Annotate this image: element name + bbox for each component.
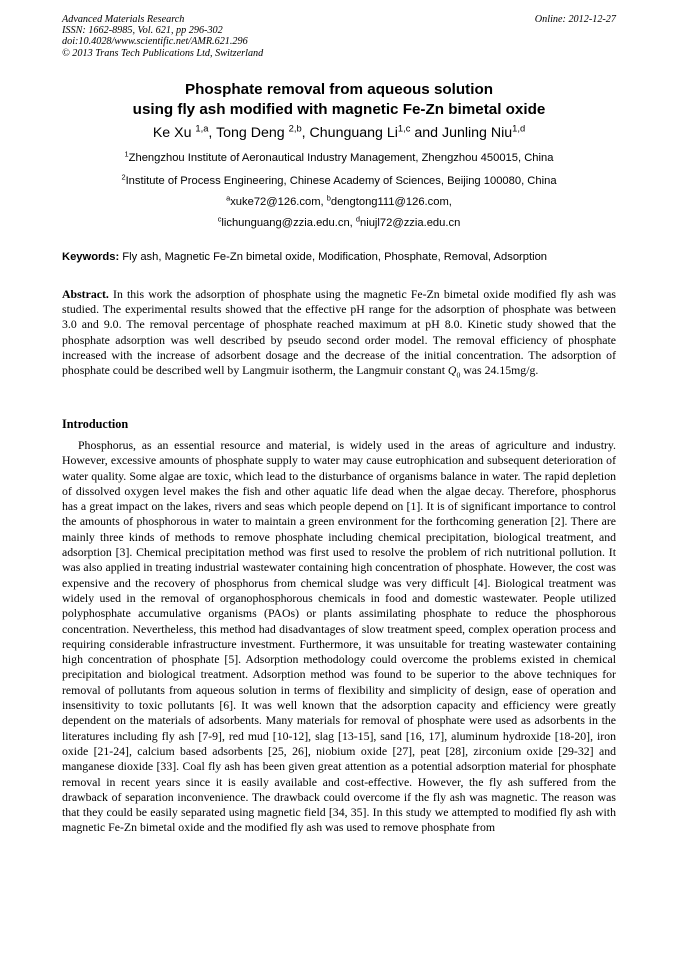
email-line-2 bbox=[40, 216, 638, 230]
author-name: Tong Deng bbox=[216, 125, 289, 141]
affiliation-text: Institute of Process Engineering, Chinese Academy of Sciences, Beijing 100080, China bbox=[125, 175, 557, 187]
abstract-symbol: Q bbox=[447, 363, 457, 378]
journal-name: Advanced Materials Research bbox=[62, 14, 185, 25]
email-address[interactable]: dengtong111@126.com, bbox=[330, 196, 452, 208]
keywords-label: Keywords: bbox=[62, 251, 120, 263]
author-name: Ke Xu bbox=[152, 125, 196, 141]
abstract-label: Abstract. bbox=[62, 287, 109, 301]
introduction-paragraph: Phosphorus, as an essential resource and material, is widely used in the areas of agriculture and industry. However, excessive amounts of phosphate supply to water may cause eutrophication and subsequent deterioration of water quality. Some algae are toxic, which lead to the disturbance of organisms balance in water. The rapid depletion of dissolved oxygen level makes the fish and other aquatic life dead when the algae decay. Therefore, phosphorus has a great impact on the lakes, rivers and seas which people depend on [1]. It is of significant importance to control the amounts of phosphorous in water to maintain a green environment for the forthcoming generation [2]. There are mainly three kinds of methods to remove phosphate including chemical precipitation, biological treatment, and adsorption [3]. Chemical precipitation method was first used to resolve the problem of rich nutritional pollution. It was also applied in treating industrial wastewater containing high concentration of phosphate. However, the cost was expensive and the recovery of phosphorus from chemical sludge was very difficult [4]. Biological treatment was widely used in the removal of organophosphorous chemicals in food and domestic wastewater. People utilized polyphosphate accumulative organisms (PAOs) or plants assimilating phosphate to reduce the phosphorous concentration. Nevertheless, this method had disadvantages of slow treatment speed, complex operation process and requiring considerable infrastructure investment. Furthermore, it was unsuitable for treating wastewater containing high concentration of phosphate [5]. Adsorption methodology could overcome the problems existed in chemical precipitation and biological treatment. Adsorption method was found to be superior to the above techniques for removal of pollutants from aqueous solution in terms of flexibility and simplicity of design, ease of operation and insensitivity to toxic pollutants [6]. It was well known that the adsorption capacity and efficiency were greatly dependent on the materials of adsorbents. Many materials for removal of phosphate were used as adsorbents in the literatures including fly ash [7-9], red mud [10-12], slag [13-15], sand [16, 17], aluminum hydroxide [18-20], iron oxide [21-24], calcium based adsorbents [25, 26], niobium oxide [27], peat [28], zirconium oxide [29-32] and manganese dioxide [33]. Coal fly ash has been given great attention as a potential adsorption material for phosphate removal in recent years since it is easily available and cost-effective. However, the fly ash suffered from the drawback of separation inconvenience. The drawback could overcome if the fly ash was magnetic. The reason was that they could be easily separated using magnetic field [34, 35]. In this study we attempted to modified fly ash with magnetic Fe-Zn bimetal oxide and the modified fly ash was used to remove phosphate from bbox=[62, 438, 616, 835]
author-affil-mark: 1,c bbox=[397, 123, 411, 134]
email-mark: a bbox=[226, 193, 231, 203]
email-address[interactable]: niujl72@zzia.edu.cn bbox=[360, 217, 461, 229]
section-heading-introduction: Introduction bbox=[62, 417, 129, 431]
journal-doi: doi:10.4028/www.scientific.net/AMR.621.296 bbox=[62, 36, 248, 48]
affiliation-2 bbox=[40, 174, 638, 188]
journal-copyright: © 2013 Trans Tech Publications Ltd, Switzerland bbox=[62, 47, 264, 59]
affiliation-mark: 1 bbox=[124, 149, 129, 159]
email-line-1 bbox=[40, 195, 638, 209]
email-address[interactable]: lichunguang@zzia.edu.cn, bbox=[221, 217, 356, 229]
affiliation-1 bbox=[40, 151, 638, 165]
author-list bbox=[40, 124, 638, 142]
journal-header bbox=[62, 14, 263, 59]
author-name: Chunguang Li bbox=[309, 125, 398, 141]
title-line-1: Phosphate removal from aqueous solution bbox=[184, 81, 493, 98]
abstract-symbol-sub: 0 bbox=[456, 370, 461, 380]
email-mark: c bbox=[217, 214, 222, 224]
email-mark: d bbox=[355, 214, 360, 224]
journal-issn: ISSN: 1662-8985, Vol. 621, pp 296-302 bbox=[62, 25, 223, 37]
author-name: Junling Niu bbox=[441, 125, 513, 141]
author-separator: and bbox=[410, 125, 442, 141]
email-mark: b bbox=[326, 193, 331, 203]
author-affil-mark: 1,a bbox=[195, 123, 209, 134]
abstract bbox=[62, 287, 616, 383]
email-address[interactable]: xuke72@126.com, bbox=[230, 196, 327, 208]
author-separator: , bbox=[301, 125, 310, 141]
affiliation-text: Zhengzhou Institute of Aeronautical Industry Management, Zhengzhou 450015, China bbox=[128, 152, 554, 164]
abstract-tail: was 24.15mg/g. bbox=[460, 363, 539, 378]
online-date: Online: 2012-12-27 bbox=[534, 14, 616, 25]
paper-title bbox=[40, 80, 638, 120]
keywords-text: Fly ash, Magnetic Fe-Zn bimetal oxide, Modification, Phosphate, Removal, Adsorption bbox=[119, 251, 548, 263]
abstract-text: In this work the adsorption of phosphate using the magnetic Fe-Zn bimetal oxide modified fly ash was studied. The experimental results showed that the effective pH range for the adsorption of phosphate was between 3.0 and 9.0. The removal percentage of phosphate reached maximum at pH 8.0. Kinetic study showed that the phosphate adsorption was well described by pseudo second order model. The removal efficiency of phosphate increased with the increase of adsorbent dosage and the decrease of the initial concentration. The adsorption of phosphate could be described well by Langmuir isotherm, the Langmuir constant bbox=[62, 287, 616, 378]
author-affil-mark: 1,d bbox=[512, 123, 526, 134]
author-separator: , bbox=[208, 125, 217, 141]
affiliation-mark: 2 bbox=[121, 172, 126, 182]
title-line-2: using fly ash modified with magnetic Fe-Zn bimetal oxide bbox=[132, 101, 546, 118]
author-affil-mark: 2,b bbox=[288, 123, 302, 134]
keywords bbox=[62, 250, 622, 264]
